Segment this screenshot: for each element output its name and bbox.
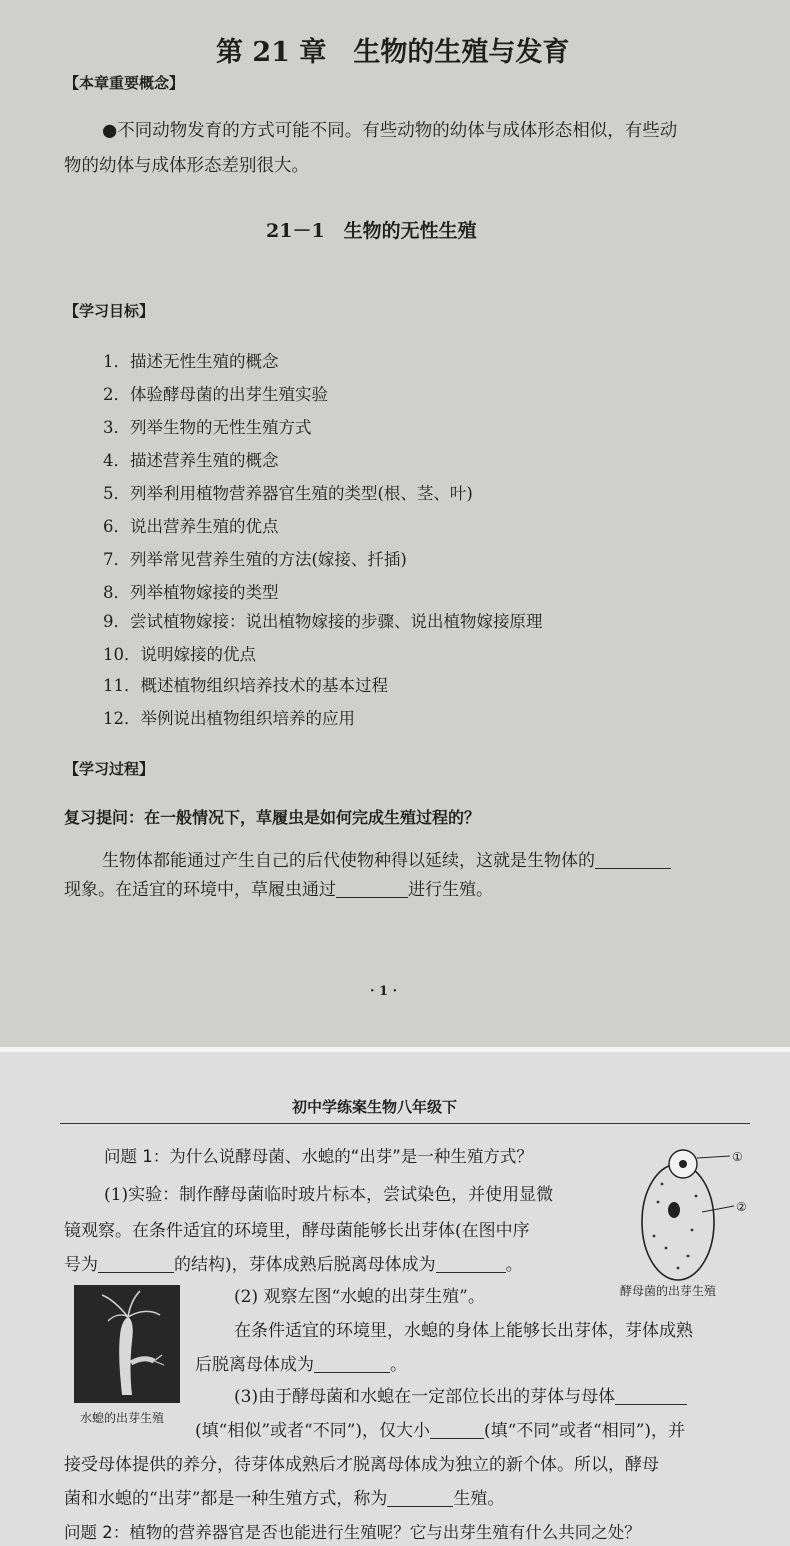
concept-line-1: ●不同动物发育的方式可能不同。有些动物的幼体与成体形态相似，有些动 xyxy=(102,121,678,141)
objective-item: 5．列举利用植物营养器官生殖的类型(根、茎、叶) xyxy=(103,484,473,503)
p2-line-3-text-a: 后脱离母体成为 xyxy=(195,1355,314,1375)
p1-line-1: (1)实验：制作酵母菌临时玻片标本，尝试染色，并使用显微 xyxy=(104,1185,554,1205)
objective-item: 3．列举生物的无性生殖方式 xyxy=(103,418,312,437)
p2-line-1: (2) 观察左图“水螅的出芽生殖”。 xyxy=(234,1287,485,1307)
chapter-title: 第 21 章 生物的生殖与发育 xyxy=(216,37,570,68)
p1-line-3-text-c: 。 xyxy=(505,1255,523,1275)
page-number: · 1 · xyxy=(370,984,398,999)
answer-blank[interactable] xyxy=(436,1255,506,1273)
review-line-2 xyxy=(64,875,493,900)
p3-line-4-text-b: 生殖。 xyxy=(453,1489,505,1509)
objective-item: 6．说出营养生殖的优点 xyxy=(103,517,279,536)
review-question: 复习提问：在一般情况下，草履虫是如何完成生殖过程的？ xyxy=(64,808,481,827)
answer-blank[interactable] xyxy=(98,1255,174,1273)
p2-line-3 xyxy=(195,1350,407,1375)
objectives-header: 【学习目标】 xyxy=(64,302,155,320)
objective-item: 7．列举常见营养生殖的方法(嫁接、扦插) xyxy=(103,550,407,569)
objective-item: 12．举例说出植物组织培养的应用 xyxy=(103,709,355,728)
review-line-1-text: 生物体都能通过产生自己的后代使物种得以延续，这就是生物体的 xyxy=(102,851,595,871)
p2-line-3-text-b: 。 xyxy=(390,1355,407,1375)
p3-line-1 xyxy=(234,1382,687,1407)
p1-line-3 xyxy=(64,1250,523,1275)
section-title: 21－1 生物的无性生殖 xyxy=(266,220,477,242)
running-header: 初中学练案生物八年级下 xyxy=(292,1098,458,1116)
hydra-photo xyxy=(74,1285,180,1403)
p2-line-2: 在条件适宜的环境里，水螅的身体上能够长出芽体，芽体成熟 xyxy=(234,1321,693,1341)
answer-blank[interactable] xyxy=(314,1355,390,1373)
yeast-budding-diagram xyxy=(626,1144,776,1284)
objective-item: 4．描述营养生殖的概念 xyxy=(103,451,279,470)
hydra-icon xyxy=(74,1285,180,1403)
question-2: 问题 2：植物的营养器官是否也能进行生殖呢？它与出芽生殖有什么共同之处？ xyxy=(64,1523,641,1542)
concept-line-2: 物的幼体与成体形态差别很大。 xyxy=(64,156,309,176)
question-1: 问题 1：为什么说酵母菌、水螅的“出芽”是一种生殖方式？ xyxy=(104,1147,533,1166)
p3-line-4-text-a: 菌和水螅的“出芽”都是一种生殖方式，称为 xyxy=(64,1489,388,1509)
objective-item: 2．体验酵母菌的出芽生殖实验 xyxy=(103,385,328,404)
process-header: 【学习过程】 xyxy=(64,760,155,778)
objective-item: 9．尝试植物嫁接：说出植物嫁接的步骤、说出植物嫁接原理 xyxy=(103,612,543,631)
objective-item: 10．说明嫁接的优点 xyxy=(103,645,256,664)
yeast-caption: 酵母菌的出芽生殖 xyxy=(620,1284,717,1298)
p1-line-2: 镜观察。在条件适宜的环境里，酵母菌能够长出芽体(在图中序 xyxy=(64,1221,530,1241)
answer-blank[interactable] xyxy=(430,1421,484,1439)
p1-line-3-text-a: 号为 xyxy=(64,1255,98,1275)
p3-line-4 xyxy=(64,1484,504,1509)
objective-item: 1．描述无性生殖的概念 xyxy=(103,352,279,371)
p3-line-3: 接受母体提供的养分，待芽体成熟后才脱离母体成为独立的新个体。所以，酵母 xyxy=(64,1455,659,1475)
hydra-caption: 水螅的出芽生殖 xyxy=(80,1411,165,1425)
yeast-label-2: ② xyxy=(736,1200,747,1214)
p1-line-3-text-b: 的结构)，芽体成熟后脱离母体成为 xyxy=(174,1255,436,1275)
p3-line-2-text-b: (填“不同”或者“相同”)，并 xyxy=(484,1421,686,1441)
p3-line-2 xyxy=(195,1416,685,1441)
answer-blank[interactable] xyxy=(595,851,671,869)
review-line-2-text-a: 现象。在适宜的环境中，草履虫通过 xyxy=(64,880,336,900)
answer-blank[interactable] xyxy=(387,1489,453,1507)
review-line-1 xyxy=(102,846,671,871)
p3-line-1-text: (3)由于酵母菌和水螅在一定部位长出的芽体与母体 xyxy=(234,1387,616,1407)
header-rule xyxy=(60,1123,750,1124)
review-line-2-text-b: 进行生殖。 xyxy=(408,880,493,900)
answer-blank[interactable] xyxy=(336,880,408,898)
concept-header: 【本章重要概念】 xyxy=(64,74,185,92)
yeast-label-1: ① xyxy=(732,1150,743,1164)
answer-blank[interactable] xyxy=(615,1387,687,1405)
objective-item: 11．概述植物组织培养技术的基本过程 xyxy=(103,676,388,695)
objective-item: 8．列举植物嫁接的类型 xyxy=(103,583,279,602)
p3-line-2-text-a: (填“相似”或者“不同”)，仅大小 xyxy=(195,1421,431,1441)
